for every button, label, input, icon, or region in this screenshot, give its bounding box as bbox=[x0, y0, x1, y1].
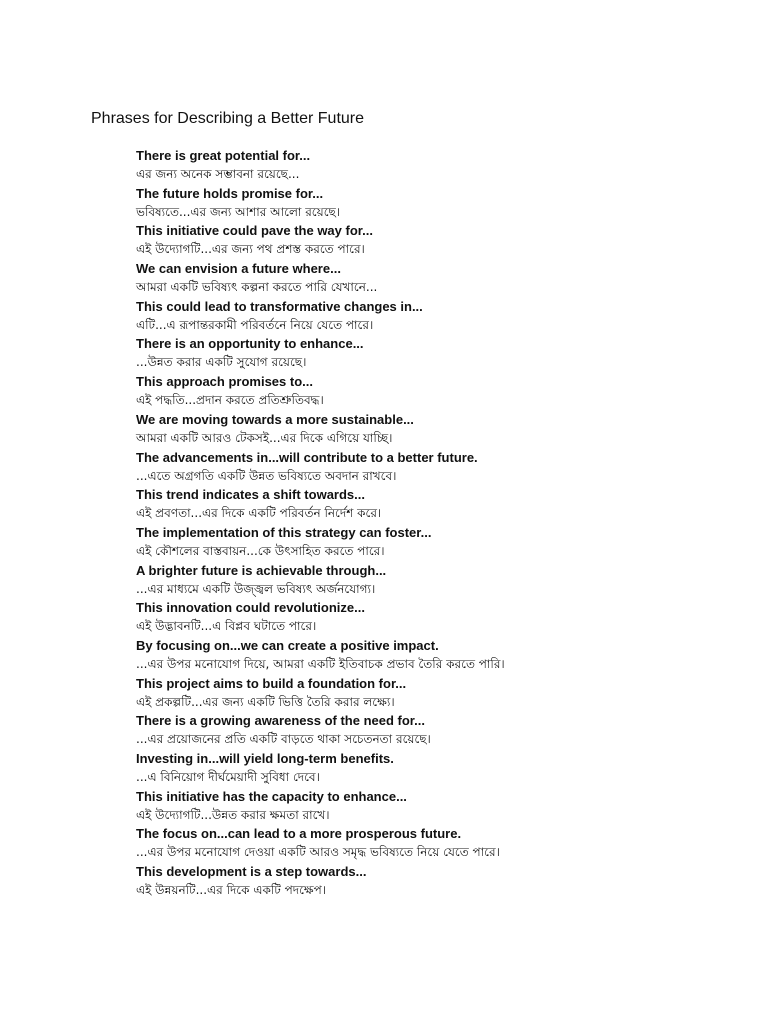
phrase-english: We can envision a future where... bbox=[136, 261, 341, 277]
phrase-bengali: ...এর উপর মনোযোগ দিয়ে, আমরা একটি ইতিবাচক প্রভাব তৈরি করতে পারি। bbox=[136, 656, 505, 671]
phrase-bengali: এর জন্য অনেক সম্ভাবনা রয়েছে... bbox=[136, 167, 300, 181]
phrase-bengali: এই উদ্ভাবনটি...এ বিপ্লব ঘটাতে পারে। bbox=[136, 619, 317, 634]
phrase-bengali: ...এর উপর মনোযোগ দেওয়া একটি আরও সমৃদ্ধ ভবিষ্যতে নিয়ে যেতে পারে। bbox=[136, 845, 500, 860]
phrase-english: This approach promises to... bbox=[136, 374, 313, 390]
phrase-bengali: আমরা একটি ভবিষ্যৎ কল্পনা করতে পারি যেখানে... bbox=[136, 280, 378, 295]
phrase-english: This initiative has the capacity to enhance... bbox=[136, 788, 407, 804]
phrase-bengali: ভবিষ্যতে...এর জন্য আশার আলো রয়েছে। bbox=[136, 204, 341, 219]
phrase-bengali: এই উদ্যোগটি...এর জন্য পথ প্রশস্ত করতে পারে। bbox=[136, 242, 365, 257]
phrase-english: This innovation could revolutionize... bbox=[136, 600, 365, 616]
phrase-english: This initiative could pave the way for... bbox=[136, 223, 373, 239]
phrase-english: By focusing on...we can create a positive impact. bbox=[136, 637, 439, 653]
phrase-bengali: ...এর মাধ্যমে একটি উজ্জ্বল ভবিষ্যৎ অর্জনযোগ্য। bbox=[136, 581, 376, 596]
phrase-english: We are moving towards a more sustainable... bbox=[136, 411, 414, 427]
phrase-bengali: ...উন্নত করার একটি সুযোগ রয়েছে। bbox=[136, 355, 307, 370]
phrase-bengali: আমরা একটি আরও টেকসই...এর দিকে এগিয়ে যাচ্ছি। bbox=[136, 430, 393, 445]
phrase-english: There is great potential for... bbox=[136, 148, 311, 163]
phrase-english: The implementation of this strategy can foster... bbox=[136, 524, 432, 540]
phrase-english: A brighter future is achievable through... bbox=[136, 562, 387, 578]
document-title: Phrases for Describing a Better Future bbox=[91, 110, 365, 127]
phrase-english: Investing in...will yield long-term benefits. bbox=[136, 751, 394, 766]
phrase-english: The focus on...can lead to a more prosperous future. bbox=[136, 826, 462, 842]
phrase-bengali: এই উন্নয়নটি...এর দিকে একটি পদক্ষেপ। bbox=[136, 883, 327, 898]
phrase-bengali: এই প্রবণতা...এর দিকে একটি পরিবর্তন নির্দেশ করে। bbox=[136, 506, 382, 521]
phrase-english: The future holds promise for... bbox=[136, 185, 324, 201]
phrase-bengali: এই কৌশলের বাস্তবায়ন...কে উৎসাহিত করতে পারে। bbox=[136, 543, 385, 558]
phrase-bengali: এই পদ্ধতি...প্রদান করতে প্রতিশ্রুতিবদ্ধ। bbox=[136, 393, 324, 408]
phrase-english: The advancements in...will contribute to a better future. bbox=[136, 449, 478, 465]
phrase-english: There is a growing awareness of the need for... bbox=[136, 713, 425, 729]
phrase-bengali: এটি...এ রূপান্তরকামী পরিবর্তনে নিয়ে যেতে পারে। bbox=[136, 317, 374, 332]
phrase-english: There is an opportunity to enhance... bbox=[136, 336, 364, 352]
phrase-bengali: ...এতে অগ্রগতি একটি উন্নত ভবিষ্যতে অবদান রাখবে। bbox=[136, 468, 397, 483]
phrase-english: This could lead to transformative changes in... bbox=[136, 298, 423, 314]
phrase-english: This development is a step towards... bbox=[136, 864, 367, 880]
phrase-bengali: ...এ বিনিয়োগ দীর্ঘমেয়াদী সুবিধা দেবে। bbox=[136, 770, 320, 784]
phrase-bengali: এই প্রকল্পটি...এর জন্য একটি ভিত্তি তৈরি করার লক্ষ্যে। bbox=[136, 694, 395, 709]
phrase-bengali: এই উদ্যোগটি...উন্নত করার ক্ষমতা রাখে। bbox=[136, 807, 330, 822]
phrase-english: This project aims to build a foundation for... bbox=[136, 675, 407, 691]
phrase-english: This trend indicates a shift towards... bbox=[136, 487, 365, 503]
phrase-bengali: ...এর প্রয়োজনের প্রতি একটি বাড়তে থাকা সচেতনতা রয়েছে। bbox=[136, 732, 431, 747]
